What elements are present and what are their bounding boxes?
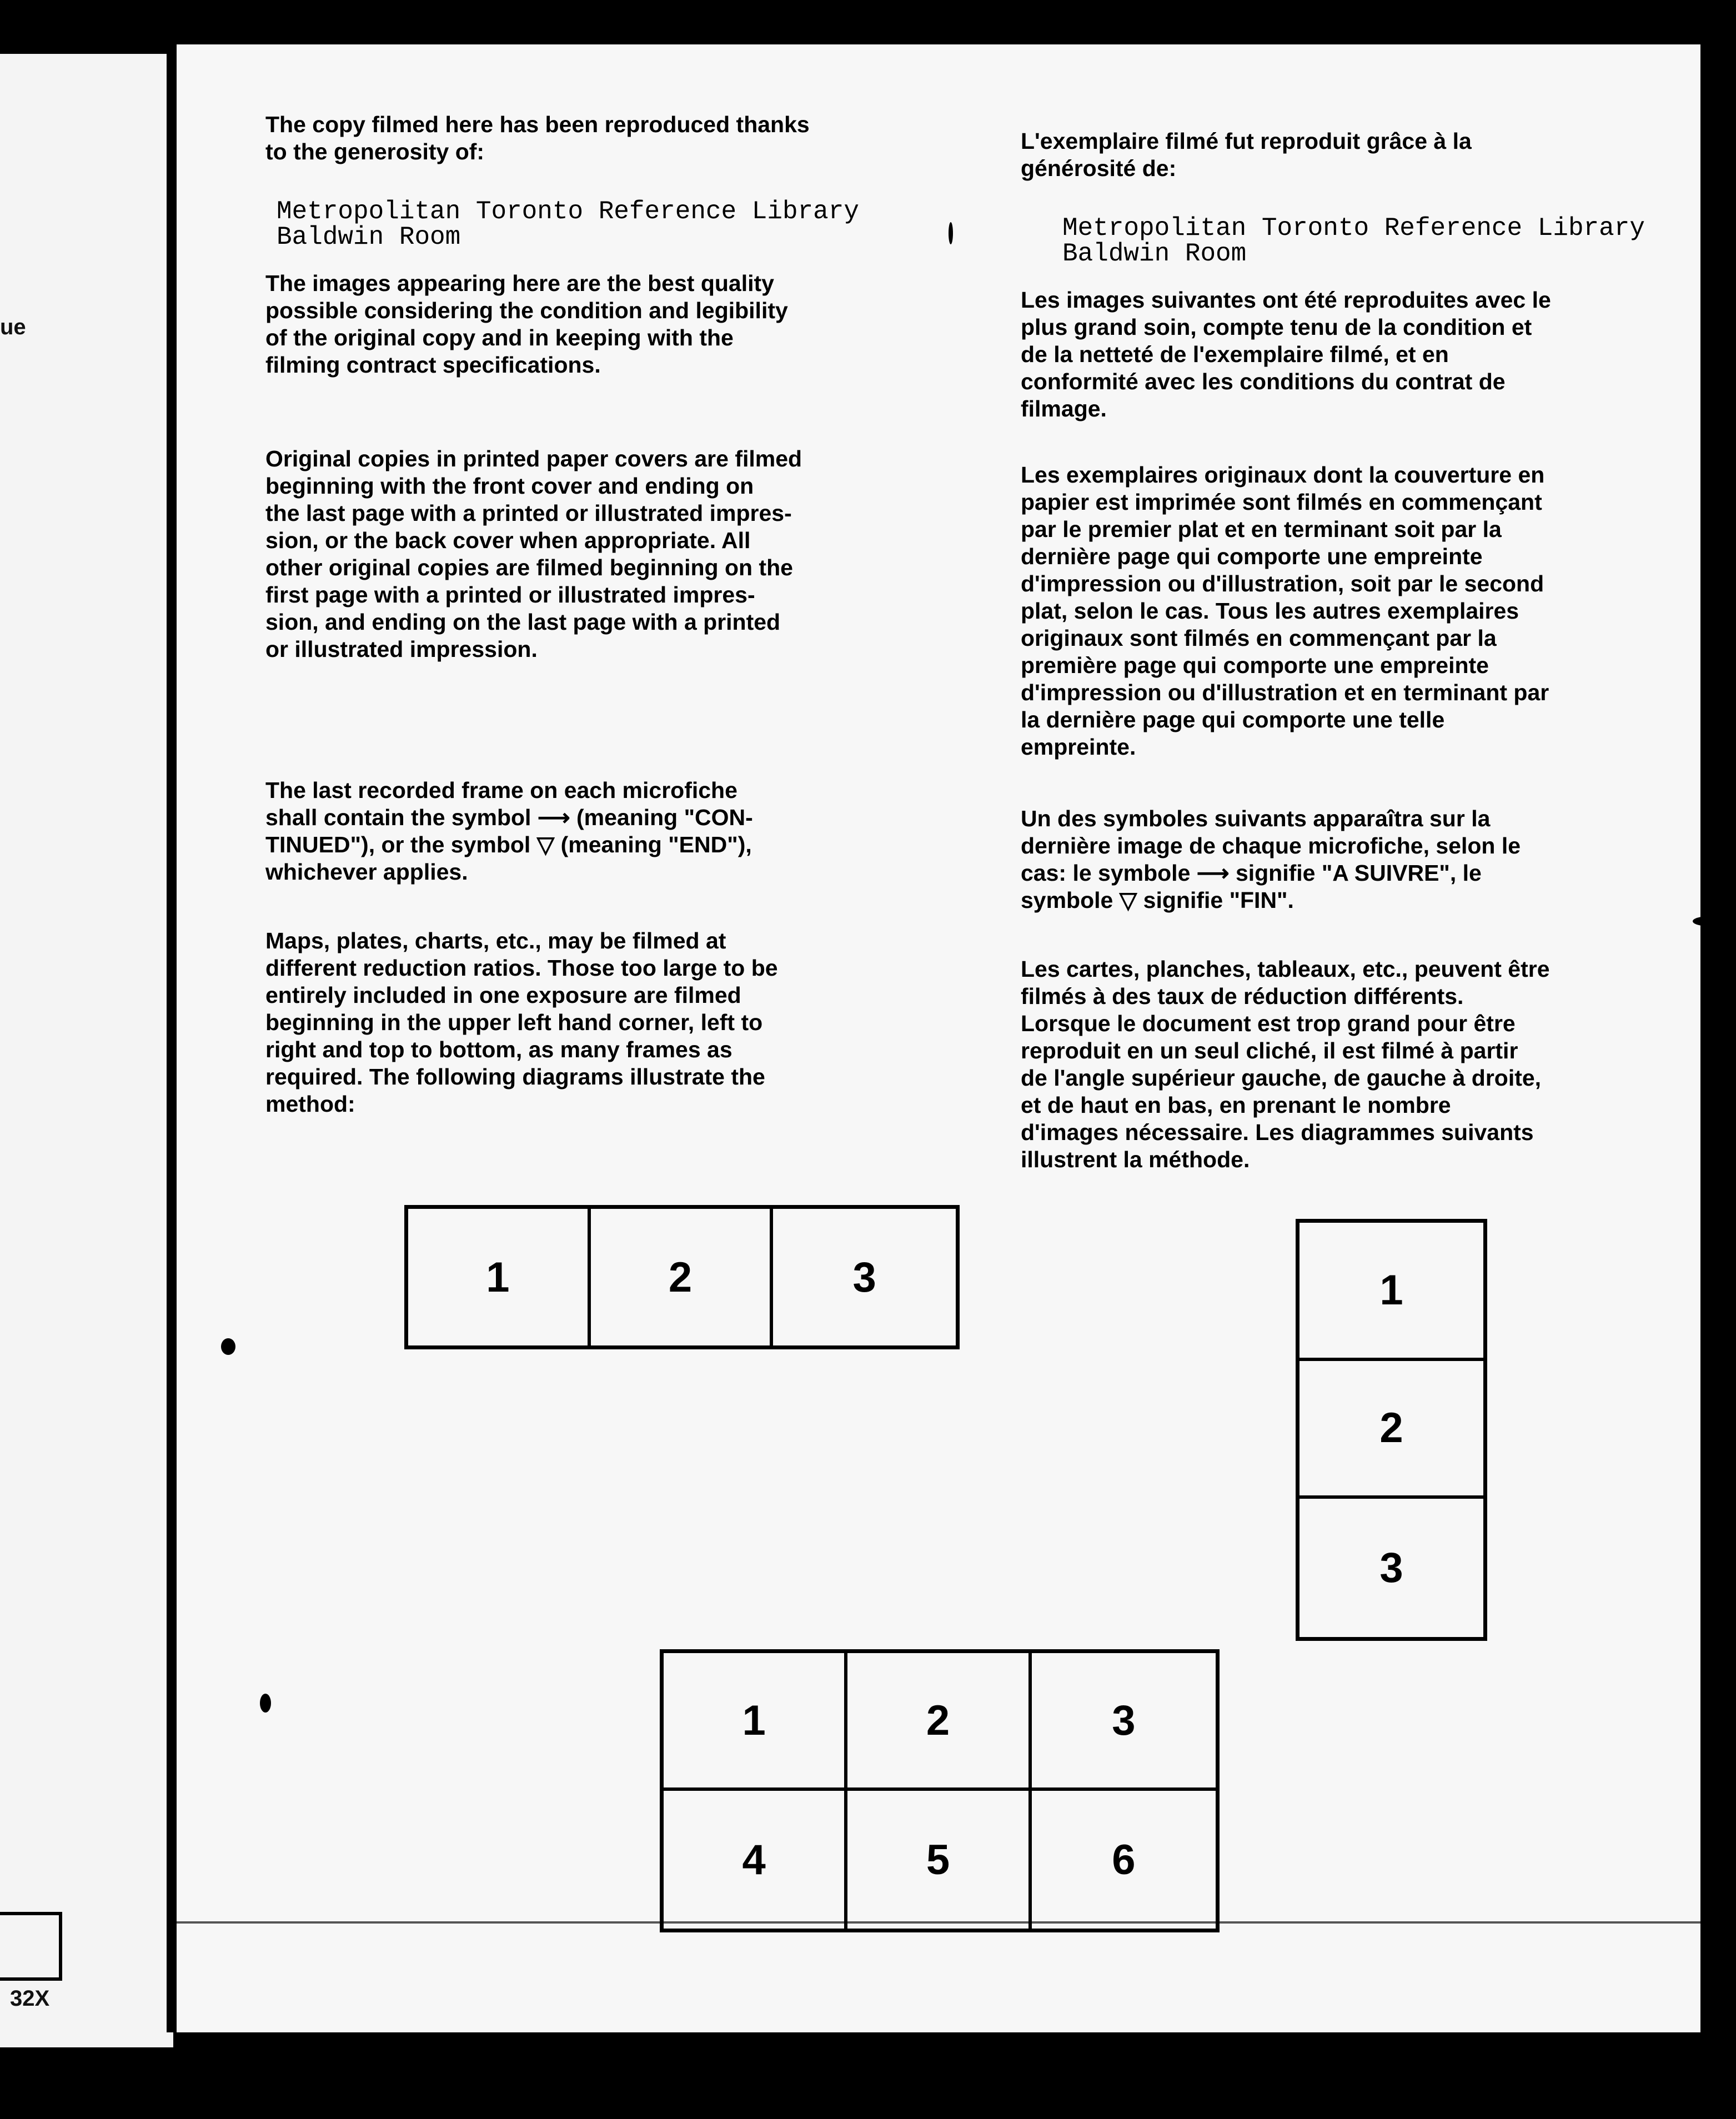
frame-cell: 1 [408, 1209, 591, 1345]
frame-cell: 2 [1300, 1361, 1483, 1499]
frame-cell: 2 [591, 1209, 774, 1345]
french-intro: L'exemplaire filmé fut reproduit grâce à la générosité de: [1021, 128, 1472, 181]
reduction-ratio-label: 32X [10, 1986, 50, 2011]
grid-frames-diagram [660, 1649, 1220, 1932]
previous-page-fragment: ue [0, 315, 26, 339]
english-covers-note: Original copies in printed paper covers are filmed beginning with the front cover and ending on the last page with a printed or illustrated impres- sion, or the back cover when appropriate. All other original copies are filmed beginning on the first page with a printed or illustrated impres- sion, and ending on the last page with a printed or illustrated impression. [265, 446, 802, 662]
frame-cell: 1 [1300, 1223, 1483, 1361]
frame-cell: 3 [1032, 1653, 1216, 1791]
scan-speck [1693, 916, 1726, 926]
french-quality-note: Les images suivantes ont été reproduites avec le plus grand soin, compte tenu de la condition et de la netteté de l'exemplaire filmé, et en conformité avec les conditions du contrat de filmage. [1021, 287, 1551, 421]
frame-cell: 3 [852, 1253, 876, 1301]
scan-speck [221, 1338, 235, 1355]
previous-page-edge [0, 54, 173, 2047]
english-quality-note: The images appearing here are the best quality possible considering the condition and legibility of the original copy and in keeping with the filming contract specifications. [265, 270, 788, 378]
frame-cell: 1 [664, 1653, 847, 1791]
frame-cell: 3 [1379, 1544, 1403, 1592]
english-maps-note: Maps, plates, charts, etc., may be filmed at different reduction ratios. Those too large to be entirely included in one exposure are filmed beginning in the upper left hand corner, left to right and top to bottom, as many frames as required. The following diagrams illustrate the method: [265, 928, 778, 1117]
french-library-name: Metropolitan Toronto Reference Library Baldwin Room [1062, 214, 1645, 268]
scan-speck [949, 222, 953, 244]
vertical-frames-diagram [1296, 1219, 1487, 1641]
french-column [1021, 128, 1695, 1173]
frame-cell: 6 [1112, 1836, 1136, 1884]
microfiche-target-page [167, 44, 1700, 2032]
french-maps-note: Les cartes, planches, tableaux, etc., peuvent être filmés à des taux de réduction différents. Lorsque le document est trop grand pour être reproduit en un seul cliché, il est filmé à partir de l'angle supérieur gauche, de gauche à droite, et de haut en bas, en prenant le nombre d'images nécessaire. Les diagrammes suivants illustrent la méthode. [1021, 956, 1550, 1172]
frame-cell: 2 [847, 1653, 1031, 1791]
frame-cell: 5 [847, 1791, 1031, 1929]
english-symbols-note: The last recorded frame on each microfiche shall contain the symbol ⟶ (meaning "CON- TINUED"), or the symbol ▽ (meaning "END"), whichever applies. [265, 777, 753, 885]
scan-speck [260, 1694, 271, 1713]
english-intro: The copy filmed here has been reproduced thanks to the generosity of: [265, 112, 810, 164]
frame-cell: 4 [664, 1791, 847, 1929]
previous-page-diagram-fragment [0, 1912, 62, 1981]
french-covers-note: Les exemplaires originaux dont la couverture en papier est imprimée sont filmés en commençant par le premier plat et en terminant soit par la dernière page qui comporte une empreinte d'impression ou d'illustration, soit par le second plat, selon le cas. Tous les autres exemplaires originaux sont filmés en commençant par la première page qui comporte une empreinte d'impression ou d'illustration et en terminant par la dernière page qui comporte une telle empreinte. [1021, 462, 1549, 760]
horizontal-frames-diagram [404, 1205, 960, 1349]
english-column [265, 111, 965, 1118]
english-library-name: Metropolitan Toronto Reference Library Baldwin Room [277, 197, 859, 252]
french-symbols-note: Un des symboles suivants apparaîtra sur la dernière image de chaque microfiche, selon le cas: le symbole ⟶ signifie "A SUIVRE", le symbole ▽ signifie "FIN". [1021, 806, 1521, 913]
